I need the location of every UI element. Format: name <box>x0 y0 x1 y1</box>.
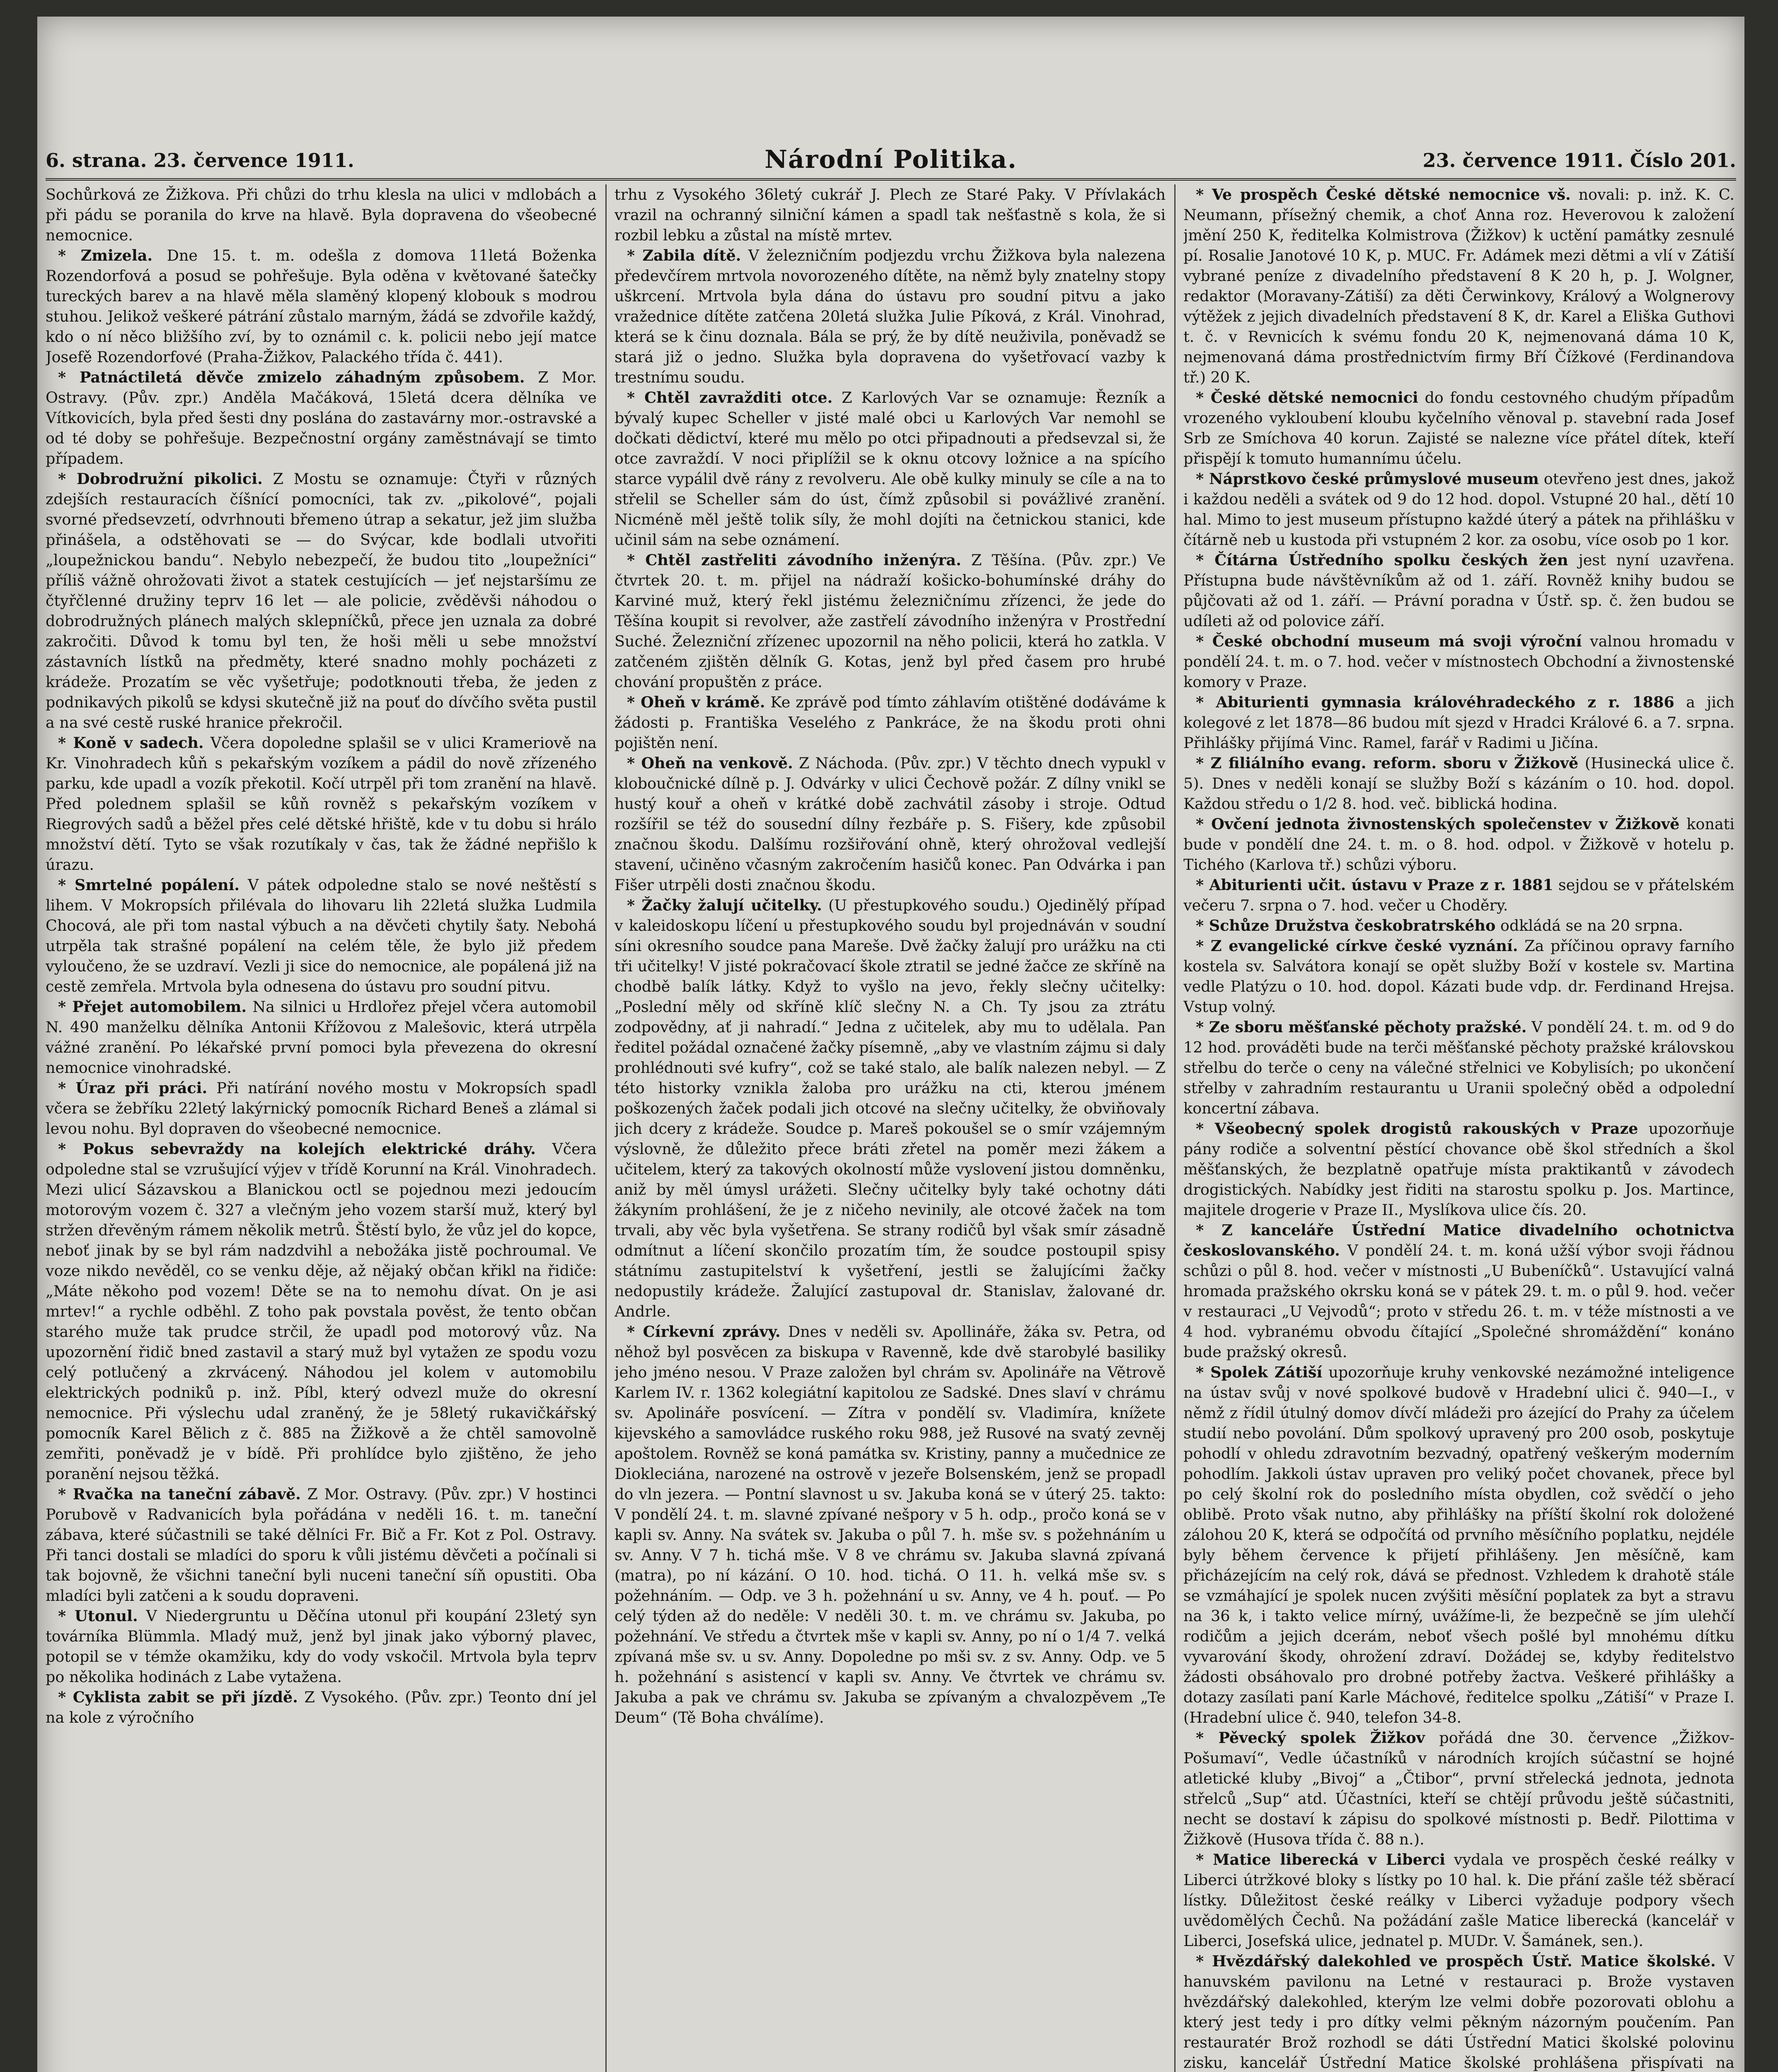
news-item-text: (Husinecká ulice č. 5). Dnes v neděli konají se služby Boží s kázáním o 10. hod. dopol. Každou středu o 1/2 8. hod. več. biblická hodina. <box>1183 754 1734 813</box>
news-item-text: V pondělí 24. t. m. koná užší výbor svoji řádnou schůzi o půl 8. hod. večer v místnosti „U Bubeníčků“. Ustavující valná hromada pražského okrsku koná se v pátek 29. t. m. o půl 9. hod. večer v restauraci „U Vejvodů“; proto v středu 26. t. m. v téže místnosti a ve 4 hod. vybranému obvodu čítající „Společné shromáždění“ konáno bude pražský okresů. <box>1183 1242 1734 1361</box>
news-item-heading: * Cyklista zabit se při jízdě. <box>58 1688 298 1706</box>
news-item-heading: * Zabila dítě. <box>627 247 741 264</box>
news-item <box>614 245 1166 387</box>
news-item-text: otevřeno jest dnes, jakož i každou neděli a svátek od 9 do 12 hod. dopol. Vstupné 20 hal., dětí 10 hal. Mimo to jest museum přístupno každé úterý a pátek na přihlášku v čítárně neb u kustoda při vstupném 2 kor. za osobu, více osob po 1 kor. <box>1183 470 1734 549</box>
news-item <box>614 692 1166 753</box>
news-item-text: konati bude v pondělí dne 24. t. m. o 8. hod. odpol. v Žižkově v hotelu p. Tichého (Karlova tř.) schůzi výboru. <box>1183 815 1734 874</box>
news-item <box>614 550 1166 692</box>
news-item-text: upozorňuje pány rodiče a solventní pěstící chovance obě škol středních a škol měšťanských, že bezplatně opatřuje místa praktikantů v závodech drogistických. Nabídky jest řiditi na starostu spolku p. Jos. Martince, majitele drogerie v Praze II., Myslíkova ulice čís. 20. <box>1183 1120 1734 1219</box>
news-item-heading: * Ve prospěch České dětské nemocnice vš. <box>1196 186 1571 203</box>
news-item <box>1183 692 1734 753</box>
column-1 <box>46 184 597 2072</box>
news-item-heading: * Patnáctiletá děvče zmizelo záhadným způsobem. <box>58 368 525 386</box>
news-item-heading: * Oheň v krámě. <box>627 693 765 711</box>
news-item <box>1183 1951 1734 2072</box>
news-item <box>46 1606 597 1687</box>
news-item <box>46 1139 597 1484</box>
news-item <box>1183 915 1734 936</box>
news-item-heading: * Smrtelné popálení. <box>58 876 240 894</box>
news-item <box>46 875 597 997</box>
news-item-text: Dne 15. t. m. odešla z domova 11letá Boženka Rozendorfová a posud se pohřešuje. Byla oděna v květované šatečky tureckých barev a na hlavě měla slaměný klopený klobouk s modrou stuhou. Jelikož veškeré pátrání zůstalo marným, žádá se zdvořile každý, kdo o ní něco bližšího zví, by to oznámil c. k. policii nebo její matce Josefě Rozendorfové (Praha-Žižkov, Palackého třída č. 441). <box>46 247 597 366</box>
news-item <box>614 387 1166 550</box>
news-item <box>1183 469 1734 550</box>
news-item-heading: * Náprstkovo české průmyslové museum <box>1196 470 1539 488</box>
news-item-text: do fondu cestovného chudým případům vrozeného vykloubení kloubu kyčelního věnoval p. stavební rada Josef Srb ze Smíchova 40 korun. Zajisté se nalezne více přátel dítek, kteří přispějí k tomuto humannímu účelu. <box>1183 389 1734 467</box>
news-item-text: Při natírání nového mostu v Mokropsích spadl včera se žebříku 22letý lakýrnický pomocník Richard Beneš a zlámal si levou nohu. Byl dopraven do všeobecné nemocnice. <box>46 1079 597 1138</box>
news-item-text: pořádá dne 30. července „Žižkov-Pošumaví“, Vedle účastníků v národních krojích súčastní se hojné atletické kluby „Bivoj“ a „Čtibor“, první střelecká jednota, jednota střelců „Sup“ atd. Účastníci, kteří se chtějí průvodu ještě súčastniti, necht se dostaví k zápisu do spolkové místnosti p. Bedř. Pilottima v Žižkově (Husova třída č. 88 n.). <box>1183 1729 1734 1848</box>
news-item-heading: * Chtěl zavražditi otce. <box>627 389 833 407</box>
news-item-text: Z Těšína. (Pův. zpr.) Ve čtvrtek 20. t. m. přijel na nádraží košicko-bohumínské dráhy do Karviné muž, který řekl jistému železničnímu zřízenci, že jede do Těšína koupit si revolver, aže zastřelí závodního inženýra v Prostřední Suché. Železniční zřízenec upozornil na něho policii, která ho zatkla. V zatčeném zjištěn dělník G. Kotas, jenž byl před časem pro hrubé chování propuštěn z práce. <box>614 551 1166 691</box>
news-item <box>46 733 597 875</box>
news-item-heading: * Úraz při práci. <box>58 1079 208 1097</box>
news-item-text: novali: p. inž. K. C. Neumann, přísežný chemik, a choť Anna roz. Heverovou k založení jmění 250 K, ředitelka Kolmistrova (Žižkov) k uctění památky zesnulé pí. Rosalie Janotové 10 K, p. MUC. Fr. Adámek mezi dětmi a vlí v Zátiší vybrané peníze z divadelního představení 8 K 20 h, p. J. Wolgner, redaktor (Moravany-Zátiší) za děti Čerwinkovy, Králový a Wolgnerovy výtěžek z jejich divadelních představení 8 K, dr. Karel a Eliška Guthovi t. č. v Revnicích k svému fondu 20 K, nejmenovaná dáma 10 K, nejmenovaná dáma prostřednictvím firmy Bří Čížkové (Ferdinandova tř.) 20 K. <box>1183 186 1734 386</box>
news-item <box>46 367 597 469</box>
news-item-text: Včera dopoledne splašil se v ulici Krameriově na Kr. Vinohradech kůň s pekařským vozíkem a pádil do nově zřízeného parku, kde upadl a vozík překotil. Kočí utrpěl při tom zranění na hlavě. Před polednem splašil se kůň rovněž s pekařským vozíkem v Riegrových sadů a běžel přes celé dětské hřiště, kde v tu dobu si hrálo množství dětí. Tyto se však rozutíkaly v čas, tak že žádné nepřišlo k úrazu. <box>46 734 597 874</box>
news-item <box>46 1484 597 1606</box>
news-item-heading: * Oheň na venkově. <box>627 754 793 772</box>
news-item-text: Z Vysokého. (Pův. zpr.) Teonto dní jel na kole z výročního <box>46 1688 597 1726</box>
news-item <box>46 997 597 1078</box>
news-item <box>1183 814 1734 875</box>
news-item <box>614 753 1166 895</box>
news-item <box>46 1687 597 1728</box>
news-item-heading: * Žačky žalují učitelky. <box>627 896 822 914</box>
news-item-heading: * Schůze Družstva českobratrského <box>1196 917 1496 934</box>
news-item-heading: * Přejet automobilem. <box>58 998 247 1016</box>
news-item-text: (U přestupkového soudu.) Ojedinělý případ v kaleidoskopu líčení u přestupkového soudu byl projednáván v soudní síni okresního soudce pana Mareše. Dvě žačky žalují pro urážku na cti tři učitelky! V jisté pokračovací škole ztratil se jedné žačce ze skříně na chodbě balík látky. Když to vyšlo na jevo, řekly slečny učitelky: „Poslední měly od skříně klíč slečny N. a Ch. Ty jsou za ztrátu zodpovědny, ať ji nahradí.“ Jedna z učitelek, aby mu to udělala. Pan ředitel požádal označené žačky písemně, „aby ve vlastním zájmu si daly prohlédnouti své kufry“, což se také stalo, ale balík nalezen nebyl. — Z této historky vznikla žaloba pro urážku na cti, kterou jménem poškozených žaček podali jich otcové na slečny učitelky, že obviňovaly jich dcery z krádeže. Soudce p. Mareš pokoušel se o smír vzájemným výslovně, že důležito přece bráti zřetel na poměr mezi žákem a učitelem, který za takových okolností může vyslovení jistou domněnku, aniž by měl úmysl urážeti. Slečny učitelky byly také ochotny dáti žákyním prohlášení, že je z ničeho nevinily, ale otcové žaček na tom trvali, aby věc byla vyšetřena. Se strany rodičů byl však smír zásadně odmítnut a líčení skončilo prozatím tím, že soudce postoupil spisy státnímu zastupitelství k vyšetření, jestli se žalujícími žačky nedopustily krádeže. Žalující zastupoval dr. Stanislav, žalované dr. Andrle. <box>614 896 1166 1320</box>
news-item-heading: * Chtěl zastřeliti závodního inženýra. <box>627 551 961 569</box>
news-item-heading: * Pokus sebevraždy na kolejích elektrické dráhy. <box>58 1140 536 1158</box>
news-item-heading: * České obchodní museum má svoji výroční <box>1196 632 1582 650</box>
news-item-text: Ke zprávě pod tímto záhlavím otištěné dodáváme k žádosti p. Františka Veselého z Pankráce, že na škodu proti ohni pojištěn není. <box>614 693 1166 752</box>
news-item-text: vydala ve prospěch české reálky v Liberci útržkové bloky s lístky po 10 hal. k. Die přání zašle též sběrací lístky. Důležitost české reálky v Liberci vyžaduje podpory všech uvědomělých Čechů. Na požádání zašle Matice liberecká (kancelář v Liberci, Josefská ulice, jednatel p. MUDr. V. Šamánek, sen.). <box>1183 1851 1734 1950</box>
news-item-heading: * Hvězdářský dalekohled ve prospěch Ústř. Matice školské. <box>1196 1952 1716 1970</box>
news-item-heading: * Utonul. <box>58 1607 138 1625</box>
continued-paragraph: trhu z Vysokého 36letý cukrář J. Plech ze Staré Paky. V Přívlakách vrazil na ochranný silniční kámen a spadl tak nešťastně s kola, že si rozbil lebku a zůstal na místě mrtev. <box>614 186 1166 244</box>
news-item <box>1183 550 1734 631</box>
news-item-heading: * Církevní zprávy. <box>627 1323 781 1341</box>
news-item <box>1183 1362 1734 1728</box>
news-item <box>1183 387 1734 469</box>
news-item-heading: * Z filiálního evang. reform. sboru v Žižkově <box>1196 754 1579 772</box>
news-item-heading: * Z kanceláře Ústřední Matice divadelního ochotnictva českoslovanského. <box>1183 1221 1734 1259</box>
news-item-heading: * Abiturienti učit. ústavu v Praze z r. 1881 <box>1196 876 1553 894</box>
masthead-title: Národní Politika. <box>764 145 1017 174</box>
news-item-text: V pátek odpoledne stalo se nové neštěstí s lihem. V Mokropsích přilévala do lihovaru lih 22letá služka Ludmila Chocová, ale při tom nastal výbuch a na děvčeti chytily šaty. Nebohá utrpěla tak strašné popálení na celém těle, že bylo již předem vyloučeno, že se uzdraví. Vezli ji sice do nemocnice, ale popálená již na cestě zemřela. Mrtvola byla odnesena do ústavu pro soudní pitvu. <box>46 876 597 995</box>
news-item-text: sejdou se v přátelském večeru 7. srpna o 7. hod. večer u Choděry. <box>1183 876 1734 914</box>
news-item-text: jest nyní uzavřena. Přístupna bude návštěvníkům až od 1. září. Rovněž knihy budou se půjčovati až od 1. září. — Právní poradna v Ústř. sp. č. žen budou se udíleti až od polovice září. <box>1183 551 1734 630</box>
news-item <box>46 469 597 733</box>
news-item-text: V železničním podjezdu vrchu Žižkova byla nalezena předevčírem mrtvola novorozeného dítěte, na němž byly znatelny stopy uškrcení. Mrtvola byla dána do ústavu pro soudní pitvu a jako vražednice dítěte zatčena 20letá služka Julie Píková, z Král. Vinohrad, která se k činu doznala. Bála se prý, že by dítě neuživila, poněvadž se stará již o jedno. Služka byla dopravena do vyšetřovací vazby k trestnímu soudu. <box>614 247 1166 386</box>
column-divider <box>1174 184 1176 2072</box>
news-item-heading: * Pěvecký spolek Žižkov <box>1196 1729 1425 1747</box>
column-divider <box>605 184 607 2072</box>
news-item-text: a jich kolegové z let 1878—86 budou mít sjezd v Hradci Králové 6. a 7. srpna. Přihlášky přijímá Vinc. Ramel, farář v Radimi u Jičína. <box>1183 693 1734 752</box>
news-item-text: V Niedergruntu u Děčína utonul při koupání 23letý syn továrníka Blümmla. Mladý muž, jenž byl jinak jako výborný plavec, potopil se v témže okamžiku, kdy do vody vskočil. Mrtvola byla teprv po několika hodinách z Labe vytažena. <box>46 1607 597 1686</box>
news-item-text: Z Karlových Var se oznamuje: Řezník a bývalý kupec Scheller v jisté malé obci u Karlových Var nemohl se dočkati dědictví, které mu mělo po otci připadnouti a předsevzal si, že otce zavraždí. V noci připlížil se k oknu otcovy ložnice a na spícího starce vypálil dvě rány z revolveru. Ale obě kulky minuly se cíle a na to střelil se Scheller sám do úst, čímž způsobil si povážlivé zranění. Nicméně měl ještě tolik síly, že mohl dojíti na četnickou stanici, kde učinil sám na sebe oznámení. <box>614 389 1166 549</box>
news-item-text: valnou hromadu v pondělí 24. t. m. o 7. hod. večer v místnostech Obchodní a živnostenské komory v Praze. <box>1183 632 1734 691</box>
news-item-heading: * Ze sboru měšťanské pěchoty pražské. <box>1196 1018 1527 1036</box>
news-item <box>1183 631 1734 692</box>
page-header <box>46 145 1736 181</box>
news-item-heading: * Zmizela. <box>58 247 153 264</box>
news-item <box>1183 875 1734 915</box>
header-date-left: 6. strana. 23. července 1911. <box>46 149 354 172</box>
header-date-right: 23. července 1911. Číslo 201. <box>1422 149 1736 172</box>
news-item-text: upozorňuje kruhy venkovské nezámožné inteligence na ústav svůj v nové spolkové budově v Hradební ulici č. 940—I., v němž z řídil útulný domov dívčí mládeži pro ázející do Prahy za účelem studií nebo povolání. Dům spolkový upravený pro 200 osob, poskytuje pohodlí v ohledu zdravotním bezvadný, opatřený veškerým moderním pohodlím. Jakkoli ústav upraven pro veliký počet chovanek, přece byl po celý školní rok do posledního místa obydlen, což svědčí o jeho oblibě. Proto však nutno, aby přihlášky na příští školní rok doložené zálohou 20 K, která se odpočítá od prvního měsíčního poplatku, nejdéle byly během července k přijetí přihlášeny. Jen měsíčně, kam přicházejícím na celý rok, dává se přednost. Vzhledem k drahotě stále se vzmáhající je spolek nucen zvýšiti měsíční poplatek za byt a stravu na 36 k, i takto velice mírný, uvážíme-li, že bezpečně se jím ulehčí rodičům a jejich dcerám, neboť všech pošlé byl mnohému dítku vyvarování škody, ohrožení zdraví. Dožádej se, kdyby ředitelstvo žádosti obsáhovalo pro drobné potřeby žactva. Veškeré přihlášky a dotazy zasílati paní Karle Máchové, ředitelce spolku „Zátiší“ v Praze I. (Hradební ulice č. 940, telefon 34-8. <box>1183 1363 1734 1726</box>
continued-paragraph: Sochůrková ze Žižkova. Při chůzi do trhu klesla na ulici v mdlobách a při pádu se poranila do krve na hlavě. Byla dopravena do všeobecné nemocnice. <box>46 186 597 244</box>
news-item <box>1183 1728 1734 1849</box>
news-item-text: Včera odpoledne stal se vzrušující výjev v třídě Korunní na Král. Vinohradech. Mezi ulicí Sázavskou a Blanickou octl se pojednou mezi jedoucím motorovým vozem č. 327 a vlečným jeho vozem starší muž, který byl stržen dřevěným rámem několik metrů. Štěstí bylo, že vůz jel do kopce, neboť jinak by se byl rám nadzdvihl a nebožáka jistě pochroumal. Ve voze nikdo nevěděl, co se venku děje, až nějaký občan křikl na řidiče: „Máte někoho pod vozem! Děte se na to nemohu dívat. On je asi mrtev!“ a rychle odběhl. Z toho pak povstala pověst, že tento občan starého muže tak prudce strčil, že upadl pod motorový vůz. Na upozornění řidič bned zastavil a starý muž byl vytažen ze spodu vozu celý potlučený a zkrvácený. Náhodou jel kolem v automobilu elektrických podniků p. inž. Píbl, který odvezl muže do okresní nemocnice. Při výslechu udal zraněný, že je 58letý rukavičkářský pomocník Karel Bělich z č. 885 na Žižkově a že chtěl samovolně zemřiti, poněvadž je v bídě. Při prohlídce bylo zjištěno, že jeho poranění nejsou těžká. <box>46 1140 597 1483</box>
news-item <box>1183 1118 1734 1220</box>
news-item-heading: * Všeobecný spolek drogistů rakouských v Praze <box>1196 1120 1638 1138</box>
column-2 <box>614 184 1166 2072</box>
news-item-text: Za příčinou opravy farního kostela sv. Salvátora konají se opět služby Boží v kostele sv. Martina vedle Platýzu o 10. hod. dopol. Kázati bude vdp. dr. Ferdinand Hrejsa. Vstup volný. <box>1183 937 1734 1016</box>
news-item-text: Na silnici u Hrdlořez přejel včera automobil N. 490 manželku dělníka Antonii Křížovou z Malešovic, která utrpěla vážné zranění. Po lékařské první pomoci byla převezena do okresní nemocnice vinohradské. <box>46 998 597 1077</box>
news-item-text: V hanuvském pavilonu na Letné v restauraci p. Brože vystaven hvězdářský dalekohled, kterým lze velmi dobře pozorovati oblohu a který jest tedy i pro dítky velmi pěkným názorným poučením. Pan restauratér Brož rozhodl se dáti Ústřední Matici školské polovinu zisku, kancelář Ústřední Matice školské prohlášena přispívati na <box>1183 1952 1734 2072</box>
news-item-heading: * Rvačka na taneční zábavě. <box>58 1485 301 1503</box>
news-item-text: Z Mostu se oznamuje: Čtyři v různých zdejších restauracích číšnící pomocníci, tak zv. „pikolové“, pojali svorné předsevzetí, odvrhnouti břemeno útrap a sekatur, jež jim služba přinášela, a odstěhovati se — do Svýcar, kde bodlali utvořiti „loupežnickou bandu“. Nebylo nebezpečí, že budou tito „loupežníci“ příliš vážně ohrožovati život a statek cestujících — jeť nejstaršímu ze čtyřčlenné družiny teprv 16 let — ale policie, zvěděvši náhodou o dobrodružných plánech malých sklepníčků, přece jen uznala za dobré zakročiti. Důvod k tomu byl ten, že hoši měli u sebe množství zástavních lístků na předměty, které snadno mohly pocházeti z krádeže. Prozatím se věc vyšetřuje; podotknouti třeba, že jeden z podnikavých pikolů se kdysi skutečně již na pouť do dívčího světa pustil a na své cestě ruské hranice překročil. <box>46 470 597 731</box>
news-item <box>46 245 597 367</box>
news-item-heading: * Matice liberecká v Liberci <box>1196 1851 1446 1869</box>
news-item <box>1183 1017 1734 1118</box>
news-item-text: Z Náchoda. (Pův. zpr.) V těchto dnech vypukl v kloboučnické dílně p. J. Odvárky v ulici Čechově požár. Z dílny vnikl se hustý kouř a oheň v krátké době zachvátil zásoby i stroje. Odtud rozšířil se též do sousední dílny řezbáře p. S. Fišery, kde způsobil značnou škodu. Dalšímu rozšiřování ohně, který ohrožoval vedlejší stavení, učiněno včasným zakročením hasičů konec. Pan Odvárka i pan Fišer utrpěli dosti značnou škodu. <box>614 754 1166 894</box>
news-item <box>614 895 1166 1322</box>
news-item <box>1183 1849 1734 1951</box>
news-item <box>1183 1220 1734 1362</box>
news-item-text: Dnes v neděli sv. Apollináře, žáka sv. Petra, od něhož byl posvěcen za biskupa v Ravenně, kde dvě starobylé basiliky jeho jméno nesou. V Praze založen byl chrám sv. Apolináře na Větrově Karlem IV. r. 1362 kolegiátní kapitolou ze Sadské. Dnes slaví v chrámu sv. Apolináře posvícení. — Zítra v pondělí sv. Vladimíra, knížete kijevského a samovládce ruského roku 988, jež Rusové na svatý zevněj apoštolem. Rovněž se koná památka sv. Kristiny, panny a mučednice ze Diokleciána, narozené na ostrově v jezeře Bolsenském, jenž se propadl do vln jezera. — Pontní slavnost u sv. Jakuba koná se v úterý 25. takto: V pondělí 24. t. m. slavné zpívané nešpory v 5 h. odp., pročo koná se v kapli sv. Anny. Na svátek sv. Jakuba o půl 7. h. mše sv. s požehnáním u sv. Anny. V 7 h. tichá mše. V 8 ve chrámu sv. Jakuba slavná zpívaná (matra), po ní kázání. O 10. hod. tichá. O 11. h. velká mše sv. s požehnáním. — Odp. ve 3 h. požehnání u sv. Anny, ve 4 h. pouť. — Po celý týden až do neděle: V neděli 30. t. m. ve chrámu sv. Jakuba, po požehnání. Ve středu a čtvrtek mše v kapli sv. Anny, po ní o 1/4 7. velká zpívaná mše sv. u sv. Anny. Dopoledne po mši sv. z sv. Anny. Odp. ve 5 h. požehnání s asistencí v kapli sv. Anny. Ve čtvrtek ve chrámu sv. Jakuba a pak ve chrámu sv. Jakuba se zpívaným a chvalozpěvem „Te Deum“ (Tě Boha chválíme). <box>614 1323 1166 1726</box>
news-item-heading: * Dobrodružní pikolici. <box>58 470 263 488</box>
news-item-heading: * Čítárna Ústředního spolku českých žen <box>1196 551 1568 569</box>
column-3 <box>1183 184 1734 2072</box>
news-item <box>1183 753 1734 814</box>
news-item-heading: * Z evangelické církve české vyznání. <box>1196 937 1518 955</box>
news-item <box>614 1322 1166 1728</box>
news-item-text: Z Mor. Ostravy. (Pův. zpr.) V hostinci Porubově v Radvanicích byla pořádána v neděli 16. t. m. taneční zábava, které súčastnili se také dělníci Fr. Bič a Fr. Kot z Pol. Ostravy. Při tanci dostali se mladíci do sporu k vůli jistému děvčeti a počínali si tak bojovně, že všichni taneční byli nuceni taneční síň opustiti. Oba mladíci byli zatčeni a k soudu dopraveni. <box>46 1485 597 1605</box>
news-item-heading: * Koně v sadech. <box>58 734 204 752</box>
news-item-text: odkládá se na 20 srpna. <box>1500 917 1683 934</box>
news-item-text: V pondělí 24. t. m. od 9 do 12 hod. prováděti bude na terči měšťanské pěchoty pražské královskou střelbu do terče o ceny na válečné střelnici ve Kobylisích; po ukončení střelby v zahradním restaurantu u Uranii společný oběd a odpolední koncertní zábava. <box>1183 1018 1734 1117</box>
news-item-heading: * Ovčení jednota živnostenských společenstev v Žižkově <box>1196 815 1680 833</box>
news-item-heading: * České dětské nemocnici <box>1196 389 1418 407</box>
news-item-text: Z Mor. Ostravy. (Pův. zpr.) Anděla Mačáková, 15letá dcera dělníka ve Vítkovicích, byla před šesti dny poslána do zastavárny mor.-ostravské a od té doby se pohřešuje. Bezpečnostní orgány zaměstnávají se timto případem. <box>46 368 597 467</box>
news-item-heading: * Abiturienti gymnasia královéhradeckého z r. 1886 <box>1196 693 1674 711</box>
news-item <box>1183 184 1734 387</box>
news-item-heading: * Spolek Zátiší <box>1196 1363 1323 1381</box>
news-item <box>1183 936 1734 1017</box>
news-item <box>46 1078 597 1139</box>
newspaper-page <box>37 17 1744 2072</box>
